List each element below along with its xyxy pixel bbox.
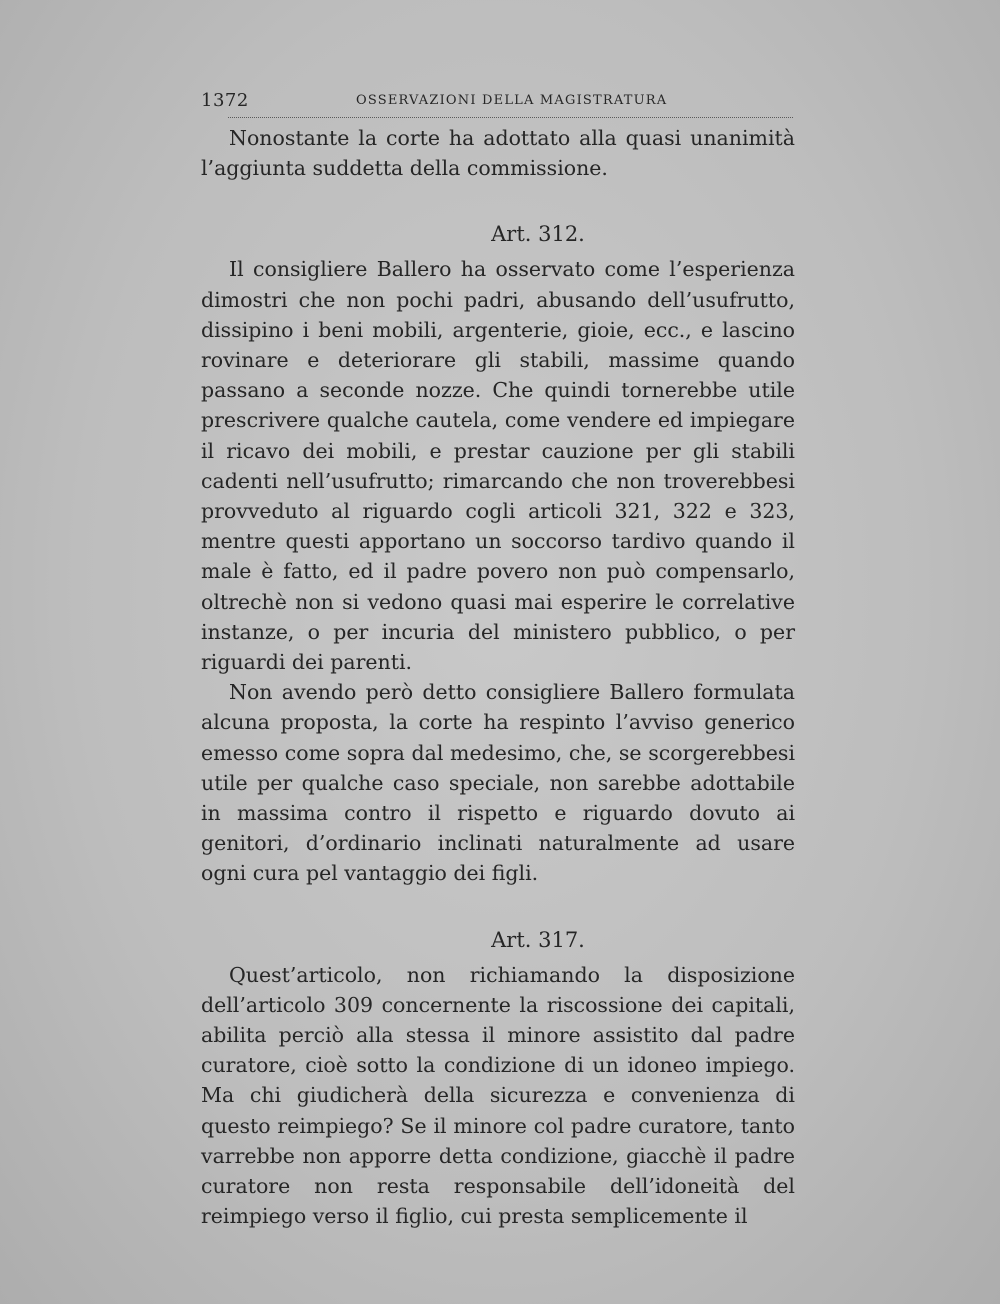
- running-head: [201, 90, 793, 114]
- running-title: OSSERVAZIONI DELLA MAGISTRATURA: [356, 93, 668, 108]
- article-317-paragraph-1: Quest’articolo, non richiamando la disposizione dell’articolo 309 concernente la riscossione dei capitali, abilita perciò alla stessa il minore assistito dal padre curatore, cioè sotto la condizione di un idoneo impiego. Ma chi giudicherà della sicurezza e convenienza di questo reimpiego? Se il minore col padre curatore, tanto varrebbe non apporre detta condizione, giacchè il padre curatore non resta responsabile dell’idoneità del reimpiego verso il figlio, cui presta semplicemente il: [201, 962, 795, 1229]
- article-heading-312: Art. 312.: [491, 222, 585, 247]
- article-312-paragraph-2: Non avendo però detto consigliere Ballero formulata alcuna proposta, la corte ha respinto l’avviso generico emesso come sopra dal medesimo, che, se scorgerebbesi utile per qualche caso speciale, non sarebbe adottabile in massima contro il rispetto e riguardo dovuto ai genitori, d’ordinario inclinati naturalmente ad usare ogni cura pel vantaggio dei figli.: [201, 680, 795, 886]
- intro-paragraph: Nonostante la corte ha adottato alla quasi unanimità l’aggiunta suddetta della commissione.: [201, 126, 795, 181]
- page-number: 1372: [201, 90, 249, 111]
- article-heading-317: Art. 317.: [491, 927, 585, 952]
- body-text: [201, 123, 795, 1232]
- header-rule: [228, 117, 793, 118]
- article-312-paragraph-1: Il consigliere Ballero ha osservato come l’esperienza dimostri che non pochi padri, abusando dell’usufrutto, dissipino i beni mobili, argenterie, gioie, ecc., e lascino rovinare e deteriorare gli stabili, massime quando passano a seconde nozze. Che quindi tornerebbe utile prescrivere qualche cautela, come vendere ed impiegare il ricavo dei mobili, e prestar cauzione per gli stabili cadenti nell’usufrutto; rimarcando che non troverebbesi provveduto al riguardo cogli articoli 321, 322 e 323, mentre questi apportano un soccorso tardivo quando il male è fatto, ed il padre povero non può compensarlo, oltrechè non si vedono quasi mai esperire le correlative instanze, o per incuria del ministero pubblico, o per riguardi dei parenti.: [201, 257, 795, 675]
